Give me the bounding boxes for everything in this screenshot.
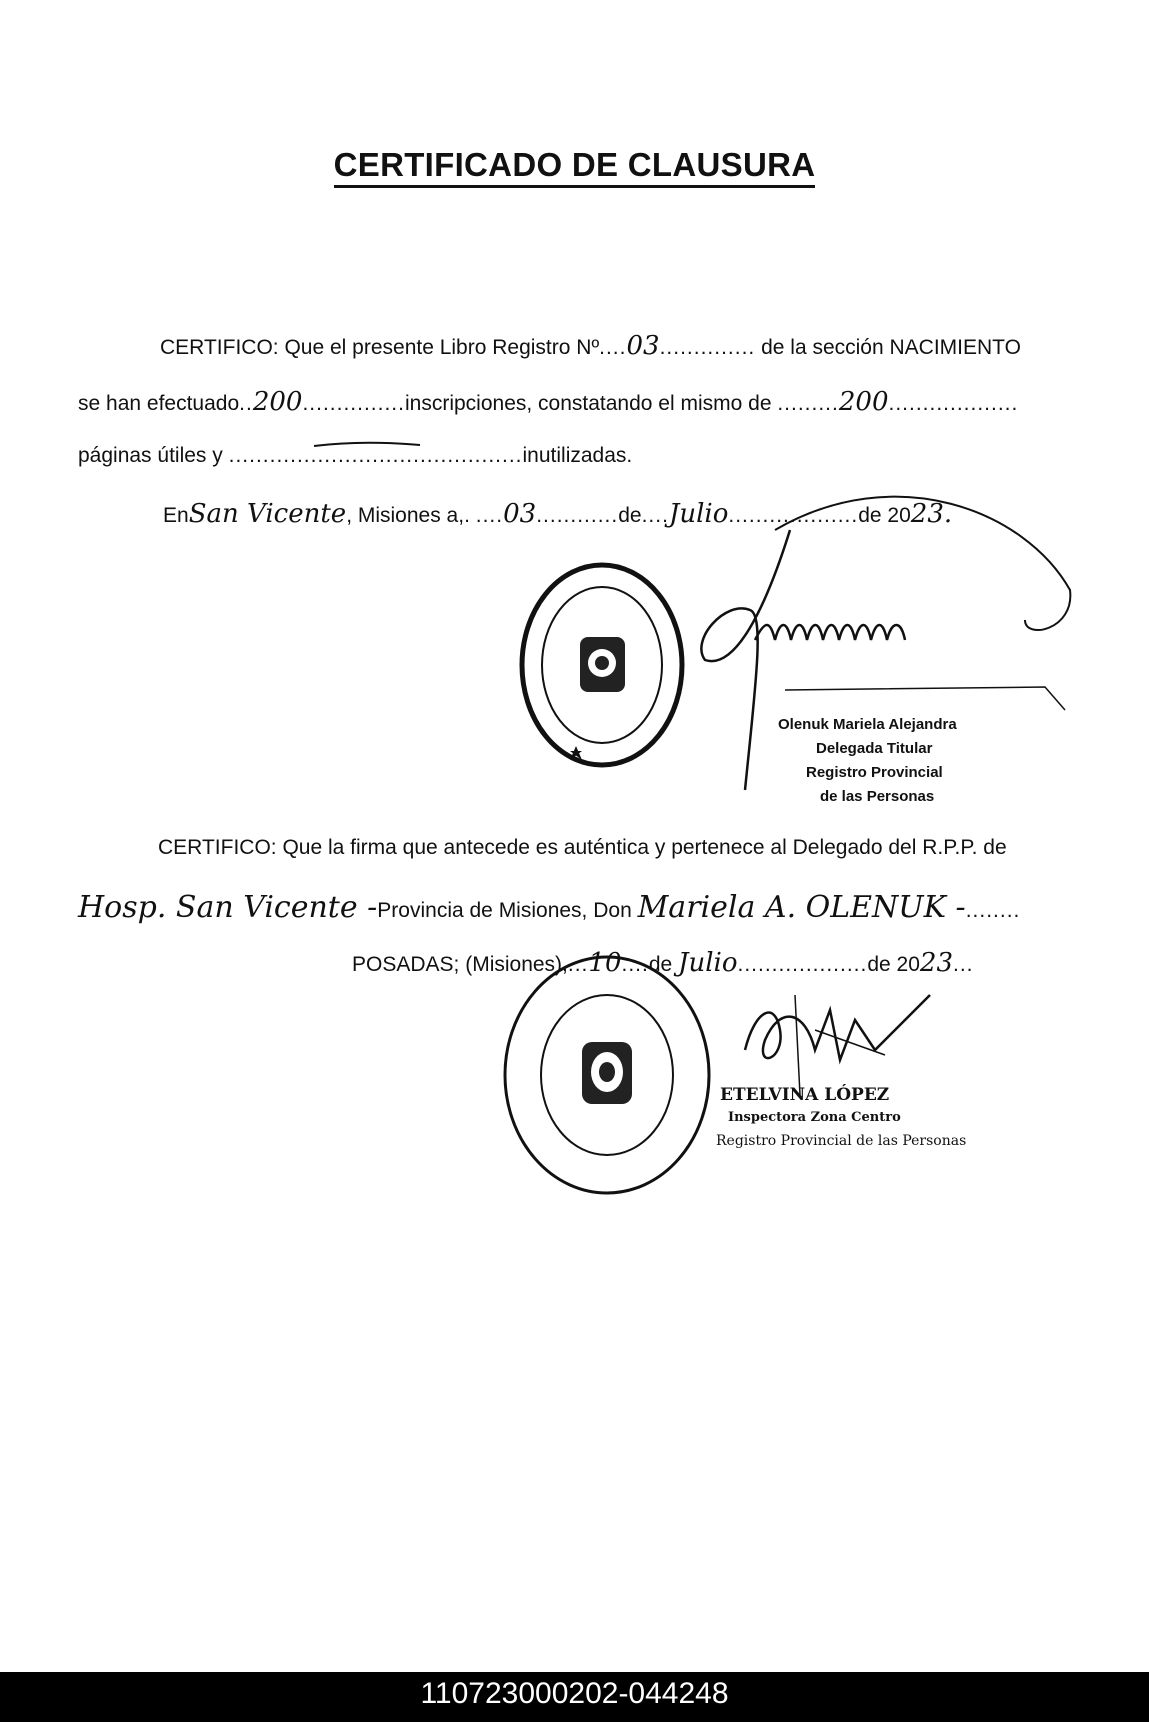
dash-stroke [312, 440, 422, 450]
cert2-dia-handwritten: 10 [588, 948, 622, 978]
official-seal-2 [497, 950, 717, 1200]
mes-handwritten: Julio [668, 499, 729, 529]
cert1-line4-de2: de 20 [858, 504, 911, 527]
cert2-lugar-handwritten: Hosp. San Vicente - [78, 890, 378, 925]
cert2-line2: Hosp. San Vicente -Provincia de Misiones, Don Mariela A. OLENUK -........ [78, 890, 1021, 925]
footer-code: 110723000202-044248 [420, 1677, 729, 1710]
cert2-line1 [158, 836, 1007, 860]
signer2-name: ETELVINA LÓPEZ [720, 1085, 890, 1105]
cert2-line1-text: CERTIFICO: Que la firma que antecede es auténtica y pertenece al Delegado del R.P.P. de [158, 836, 1007, 859]
cert1-line3-suffix: inutilizadas. [522, 444, 633, 467]
cert1-line4: EnSan Vicente, Misiones a,. ....03............de....Julio...................de 2023. [163, 499, 953, 529]
cert2-line3: POSADAS; (Misiones),...10....de Julio...................de 2023... [352, 948, 974, 978]
document-title-text: CERTIFICADO DE CLAUSURA [334, 146, 816, 188]
signer2-org: Registro Provincial de las Personas [716, 1133, 967, 1149]
signer1-org2: de las Personas [820, 788, 935, 805]
cert1-line3: páginas útiles y ...........................................inutilizadas. [78, 444, 633, 467]
cert1-line4-prefix: En [163, 504, 189, 527]
cert1-line3-prefix: páginas útiles y [78, 444, 223, 467]
cert1-line4-mid: , Misiones a,. [346, 504, 470, 527]
cert2-mes-handwritten: Julio [678, 948, 738, 978]
signer1-name: Olenuk Mariela Alejandra [778, 716, 957, 733]
signature-2 [735, 990, 935, 1100]
dia-handwritten: 03 [503, 499, 537, 529]
cert1-line2-prefix: se han efectuado [78, 392, 240, 415]
lugar-handwritten: San Vicente [188, 499, 347, 529]
signer1-org1: Registro Provincial [806, 764, 943, 781]
cert2-line2-mid: Provincia de Misiones, Don [377, 899, 632, 922]
inscripciones-handwritten: 200 [252, 387, 303, 417]
signature-1 [695, 490, 1075, 810]
cert1-line1-suffix: de la sección NACIMIENTO [761, 336, 1021, 359]
document-title [0, 146, 1149, 184]
cert1-line1-prefix: CERTIFICO: Que el presente Libro Registro Nº [160, 336, 600, 359]
cert2-line3-prefix: POSADAS; (Misiones), [352, 953, 568, 976]
paginas-handwritten: 200 [838, 387, 889, 417]
cert1-line2-mid: inscripciones, constatando el mismo de [404, 392, 772, 415]
signer2-role: Inspectora Zona Centro [728, 1110, 901, 1125]
cert2-line3-de2: de 20 [867, 953, 920, 976]
signer1-role: Delegada Titular [816, 740, 933, 757]
anio-handwritten: 23. [910, 499, 953, 529]
official-seal-1 [510, 555, 695, 775]
cert2-anio-handwritten: 23 [919, 948, 954, 978]
cert1-line1: CERTIFICO: Que el presente Libro Registro Nº....03.............. de la sección NACIMIENTO [160, 331, 1021, 361]
cert1-line2: se han efectuado..200...............inscripciones, constatando el mismo de .........200................... [78, 387, 1019, 417]
cert2-nombre-handwritten: Mariela A. OLENUK - [637, 890, 966, 925]
cert1-line4-de1: de [618, 504, 642, 527]
libro-numero-handwritten: 03 [626, 331, 660, 361]
cert2-line3-de1: de [648, 953, 673, 976]
